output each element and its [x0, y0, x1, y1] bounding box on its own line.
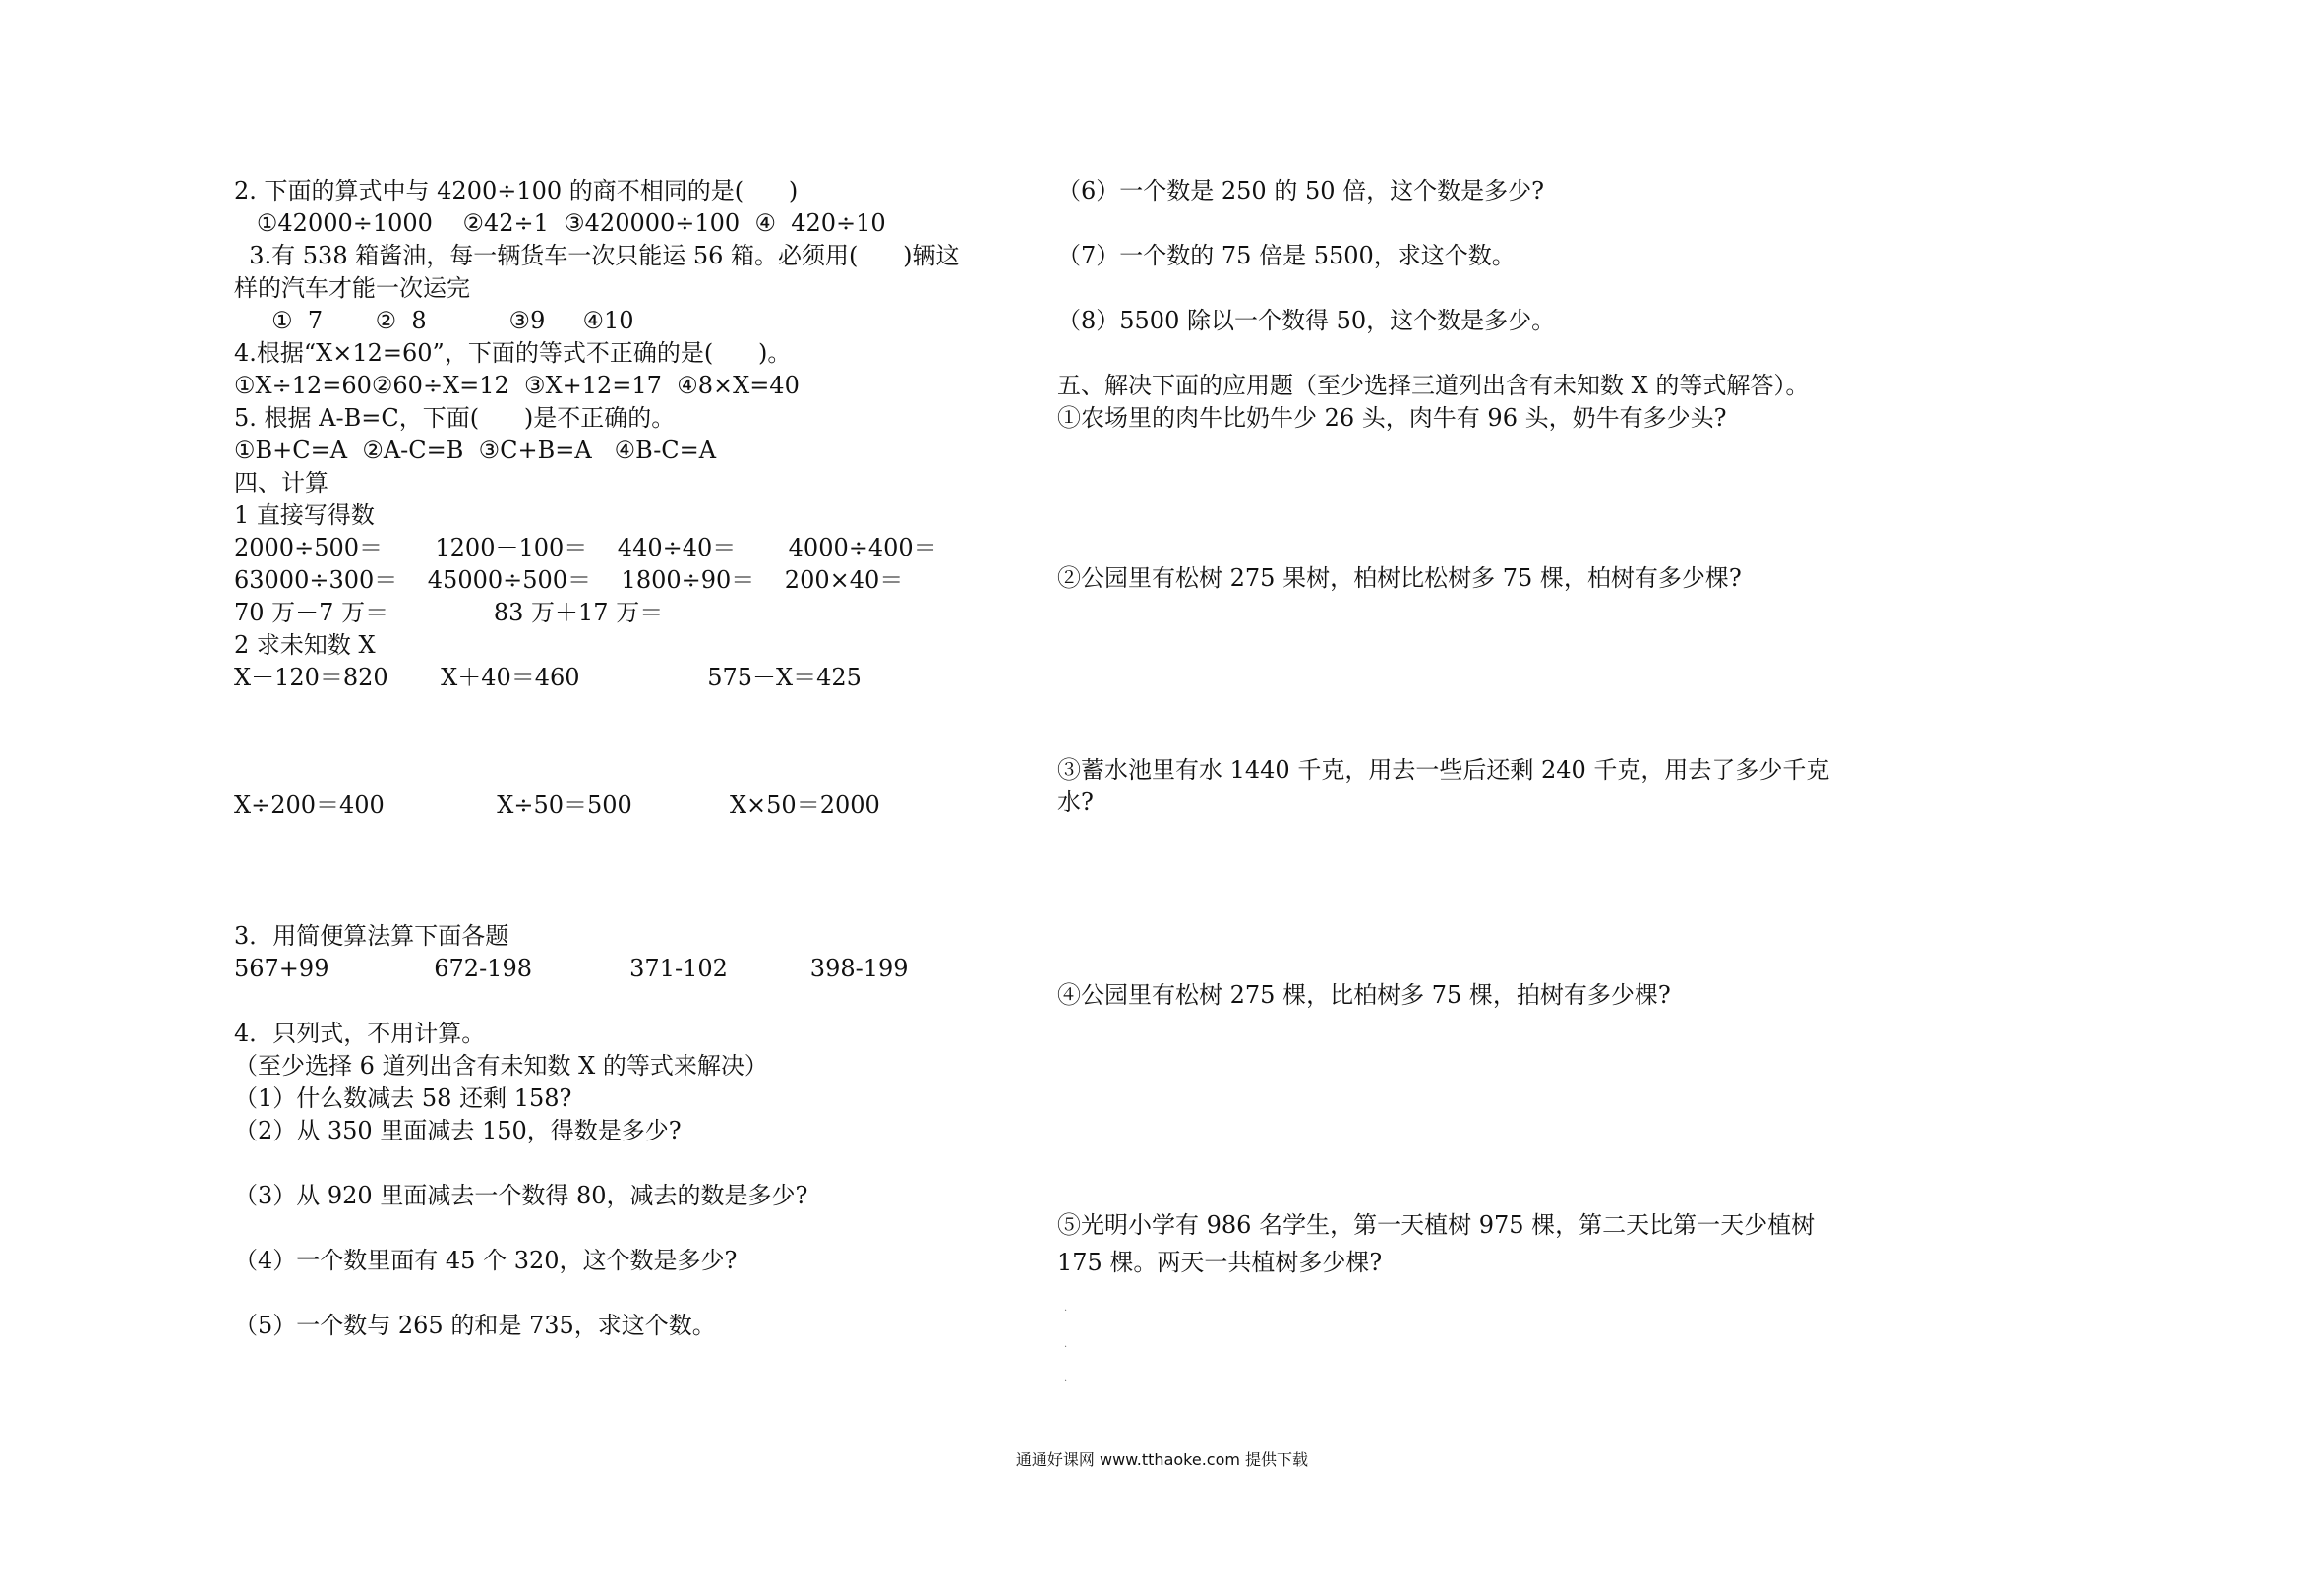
word-question-5: （5）一个数与 265 的和是 735，求这个数。 [234, 1312, 716, 1339]
simplified-calc-row: 567+99 672-198 371-102 398-199 [234, 955, 909, 982]
subsection-4-note: （至少选择 6 道列出含有未知数 X 的等式来解决） [234, 1052, 768, 1080]
question-3-line-2: 样的汽车才能一次运完 [234, 274, 470, 302]
subsection-1-title: 1 直接写得数 [234, 501, 375, 529]
left-column [234, 175, 1021, 1342]
word-question-8: （8）5500 除以一个数得 50，这个数是多少。 [1057, 307, 1556, 334]
section-4-heading: 四、计算 [234, 469, 328, 497]
question-2-options: ①42000÷1000 ②42÷1 ③420000÷100 ④ 420÷10 [234, 209, 886, 237]
word-question-3: （3）从 920 里面减去一个数得 80，减去的数是多少? [234, 1182, 808, 1209]
footer-credit: 通通好课网 www.tthaoke.com 提供下载 [1015, 1450, 1309, 1469]
word-question-6: （6）一个数是 250 的 50 倍，这个数是多少? [1057, 177, 1544, 205]
problem-5-line-2: 175 棵。两天一共植树多少棵? [1057, 1249, 1383, 1276]
subsection-4-title: 4．只列式，不用计算。 [234, 1020, 486, 1047]
word-question-2: （2）从 350 里面减去 150，得数是多少? [234, 1117, 682, 1144]
direct-calc-row-2: 63000÷300＝ 45000÷500＝ 1800÷90＝ 200×40＝ [234, 566, 904, 594]
problem-3-line-1: ③蓄水池里有水 1440 千克，用去一些后还剩 240 千克，用去了多少千克 [1057, 756, 1830, 784]
problem-4: ④公园里有松树 275 棵，比柏树多 75 棵，拍树有多少棵? [1057, 981, 1671, 1009]
scan-speck: · [1064, 1342, 1068, 1353]
subsection-2-title: 2 求未知数 X [234, 631, 376, 659]
right-column [1057, 175, 1864, 1281]
question-5-options: ①B+C=A ②A-C=B ③C+B=A ④B-C=A [234, 437, 717, 464]
scan-speck: · [1064, 1376, 1068, 1387]
subsection-3-title: 3．用简便算法算下面各题 [234, 922, 509, 950]
direct-calc-row-3: 70 万－7 万＝ 83 万＋17 万＝ [234, 599, 664, 626]
section-5-heading: 五、解决下面的应用题（至少选择三道列出含有未知数 X 的等式解答）。 [1057, 372, 1810, 399]
word-question-4: （4）一个数里面有 45 个 320，这个数是多少? [234, 1247, 738, 1274]
problem-2: ②公园里有松树 275 果树，柏树比松树多 75 棵，柏树有多少棵? [1057, 564, 1742, 592]
question-3-line-1: 3.有 538 箱酱油，每一辆货车一次只能运 56 箱。必须用( )辆这 [234, 242, 960, 269]
direct-calc-row-1: 2000÷500＝ 1200－100＝ 440÷40＝ 4000÷400＝ [234, 534, 937, 561]
problem-1: ①农场里的肉牛比奶牛少 26 头，肉牛有 96 头，奶牛有多少头? [1057, 404, 1727, 432]
question-4-options: ①X÷12=60②60÷X=12 ③X+12=17 ④8×X=40 [234, 372, 800, 399]
question-3-options: ① 7 ② 8 ③9 ④10 [234, 307, 634, 334]
equation-row-2: X÷200＝400 X÷50＝500 X×50＝2000 [234, 791, 880, 819]
problem-5-line-1: ⑤光明小学有 986 名学生，第一天植树 975 棵，第二天比第一天少植树 [1057, 1211, 1816, 1239]
question-2: 2. 下面的算式中与 4200÷100 的商不相同的是( ) [234, 177, 799, 205]
problem-3-line-2: 水? [1057, 789, 1094, 816]
word-question-1: （1）什么数减去 58 还剩 158? [234, 1084, 572, 1112]
question-4: 4.根据“X×12=60”，下面的等式不正确的是( )。 [234, 339, 792, 367]
question-5: 5. 根据 A-B=C，下面( )是不正确的。 [234, 404, 676, 432]
equation-row-1: X－120＝820 X＋40＝460 575－X＝425 [234, 664, 862, 691]
word-question-7: （7）一个数的 75 倍是 5500，求这个数。 [1057, 242, 1516, 269]
scan-speck: · [1064, 1306, 1068, 1316]
